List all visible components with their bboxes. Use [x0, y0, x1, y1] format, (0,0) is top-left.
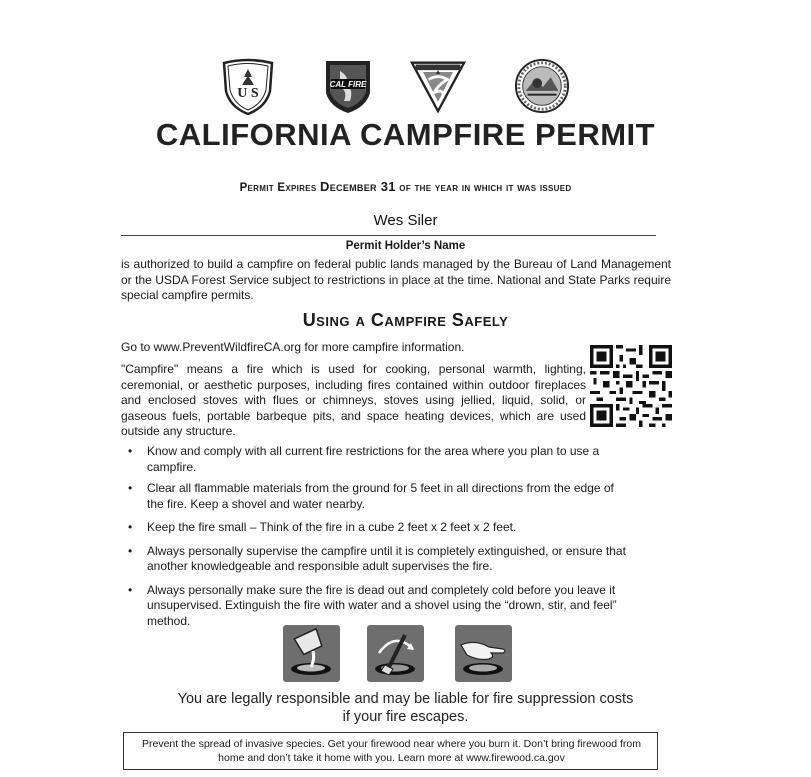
drown-icon	[283, 625, 340, 682]
section-title: Using a Campfire Safely	[302, 310, 509, 330]
extinguish-pictograms	[0, 625, 811, 685]
blm-logo-icon	[410, 57, 466, 115]
campfire-definition: "Campfire" means a fire which is used for cooking, personal warmth, lighting, ceremonial, or aesthetic purposes, including fires contained within outdoor fireplaces and enclosed stoves with flues or chimneys, stoves using jellied, liquid, solid, or gaseous fuels, portable barbeque pits, and space heating devices, which are used outside any structure.	[121, 362, 586, 438]
expiry-suffix: of the year in which it was issued	[395, 182, 572, 194]
svg-text:CAL FIRE: CAL FIRE	[329, 80, 367, 89]
authorization-text: is authorized to build a campfire on federal public lands managed by the Bureau of Land Management or the USDA Forest Service subject to restrictions in place at the time. National and State Parks require special campfire permits.	[121, 257, 671, 302]
liability-line-1: You are legally responsible and may be liable for fire suppression costs	[177, 691, 634, 707]
safety-item-keep-small: • Keep the fire small – Think of the fire in a cube 2 feet x 2 feet x 2 feet.	[128, 520, 628, 536]
svg-text:U S: U S	[237, 86, 259, 101]
safety-item-clear-ground: • Clear all flammable materials from the ground for 5 feet in all directions from the edge of the fire. Keep a shovel and water nearby.	[128, 481, 628, 512]
safety-item-supervise: • Always personally supervise the campfire until it is completely extinguished, or ensure that another knowledgeable and responsible adult supervises the fire.	[128, 544, 628, 575]
firewood-notice-box	[123, 732, 658, 770]
name-underline	[121, 235, 656, 236]
cal-fire-icon	[320, 57, 376, 115]
liability-notice	[0, 690, 811, 726]
expiry-prefix: Permit Expires	[239, 182, 321, 194]
qr-code-icon	[590, 345, 672, 427]
more-info-text: Go to www.PreventWildfireCA.org for more campfire information.	[121, 340, 465, 354]
permit-expiry-notice	[0, 179, 811, 194]
expiry-date: December 31	[320, 179, 396, 194]
permit-title: CALIFORNIA CAMPFIRE PERMIT	[155, 117, 656, 152]
liability-line-2: if your fire escapes.	[342, 709, 469, 725]
stir-icon	[367, 625, 424, 682]
california-seal-icon	[514, 57, 570, 115]
safety-item-restrictions: • Know and comply with all current fire restrictions for the area where you plan to use a campfire.	[128, 444, 628, 475]
firewood-notice-text: Prevent the spread of invasive species. Get your firewood near where you burn it. Don’t bring firewood from home and don’t take it home with you. Learn more at www.firewood.ca.gov	[141, 738, 641, 764]
safety-item-dead-out: • Always personally make sure the fire is dead out and completely cold before you leave it unsupervised. Extinguish the fire with water and a shovel using the “drown, stir, and feel” method.	[128, 583, 628, 630]
feel-icon	[455, 625, 512, 682]
campfire-safety-list	[128, 444, 628, 635]
forest-service-shield-icon	[220, 57, 276, 115]
permit-holder-name: Wes Siler	[373, 212, 438, 229]
permit-holder-label: Permit Holder’s Name	[345, 240, 466, 252]
agency-logos	[0, 57, 811, 115]
